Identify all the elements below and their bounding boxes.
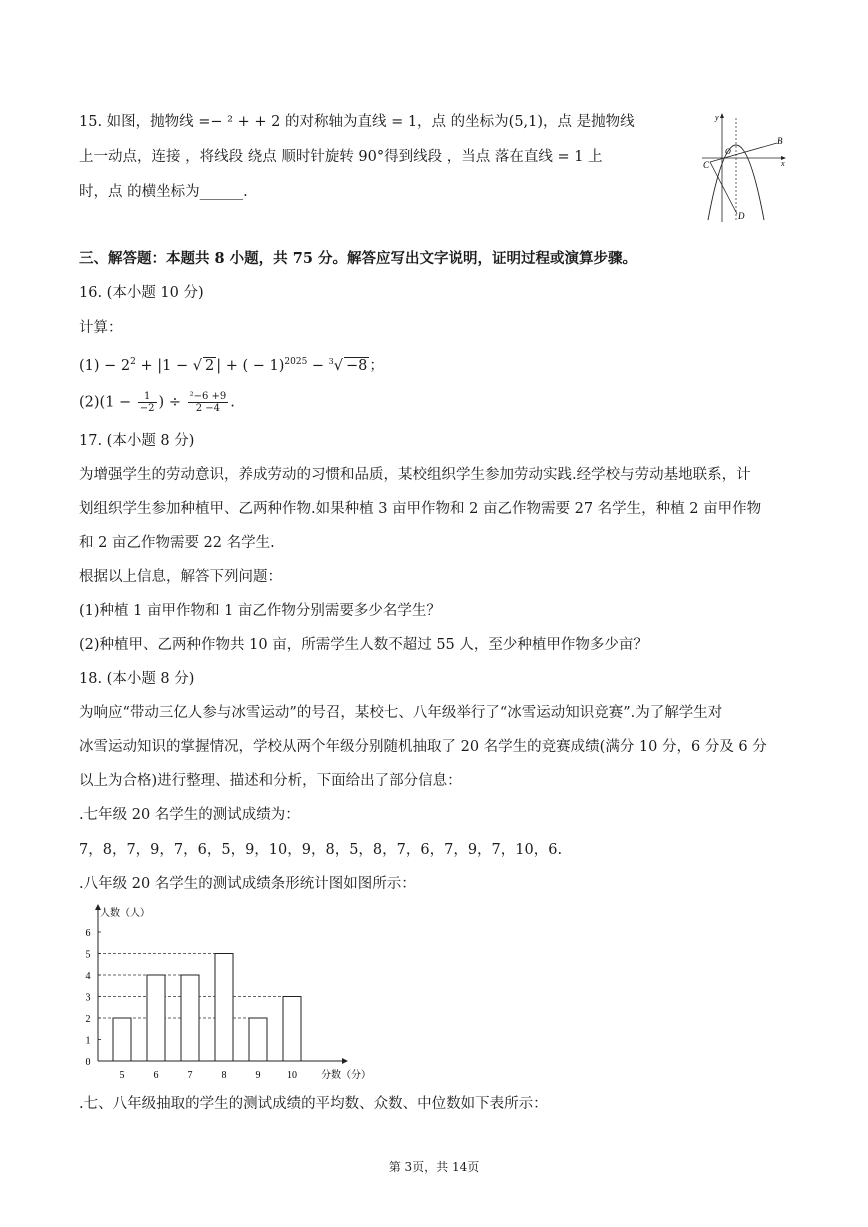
q18-scores: 7，8，7，9，7，6，5，9，10，9，8，5，8，7，6，7，9，7，10，6. <box>79 842 563 858</box>
y-tick-label: 0 <box>85 1057 91 1068</box>
section-3-title: 三、解答题：本题共 8 小题，共 75 分。解答应写出文字说明，证明过程或演算步骤。 <box>79 250 637 267</box>
q16-p1-root-index: 3 <box>328 357 334 366</box>
q16-p1-exp2: 2025 <box>284 357 308 367</box>
q17-line-2: 划组织学生参加种植甲、乙两种作物.如果种植 3 亩甲作物和 2 亩乙作物需要 27 名学生，种植 2 亩甲作物 <box>79 501 762 517</box>
q17-line-1: 为增强学生的劳动意识，养成劳动的习惯和品质，某校组织学生参加劳动实践.经学校与劳动基地联系，计 <box>79 467 751 483</box>
q16-p2-frac-2 <box>188 391 229 414</box>
x-axis-arrow <box>342 1058 348 1064</box>
label-d: D <box>738 211 745 221</box>
q16-p1-sqrt: 2 <box>204 357 215 374</box>
bar-8 <box>215 954 233 1062</box>
bar-7 <box>181 975 199 1061</box>
q18-info-b: .八年级 20 名学生的测试成绩条形统计图如图所示： <box>79 876 416 892</box>
q17-line-4: 根据以上信息，解答下列问题： <box>79 569 282 585</box>
page-footer: 第 3页，共 14页 <box>388 1160 480 1174</box>
q16-p2-text-b: ) ÷ <box>158 394 186 411</box>
frac-2-den: 2 −4 <box>195 403 221 414</box>
y-tick-label: 4 <box>85 971 91 982</box>
q16-intro: 计算： <box>79 320 123 336</box>
segment-cd <box>710 162 737 214</box>
bar-chart <box>78 902 378 1082</box>
q18-info-a: .七年级 20 名学生的测试成绩为： <box>79 807 300 823</box>
x-axis-label: 分数（分） <box>321 1070 371 1081</box>
q17-part-2: (2)种植甲、乙两种作物共 10 亩，所需学生人数不超过 55 人，至少种植甲作物多少亩？ <box>79 637 648 653</box>
y-tick-label: 2 <box>85 1014 91 1025</box>
label-x: x <box>781 159 785 168</box>
y-tick-label: 1 <box>85 1035 91 1047</box>
q17-line-3: 和 2 亩乙作物需要 22 名学生. <box>79 535 275 551</box>
q18-line-2: 冰雪运动知识的掌握情况，学校从两个年级分别随机抽取了 20 名学生的竞赛成绩(满分 10 分，6 分及 6 分 <box>79 739 767 755</box>
q17-part-1: (1)种植 1 亩甲作物和 1 亩乙作物分别需要多少名学生？ <box>79 603 441 619</box>
y-tick-label: 5 <box>85 949 91 961</box>
q16-p1-text-d: − <box>307 357 329 374</box>
frac-1-den: −2 <box>139 403 155 414</box>
bar-10 <box>283 997 301 1062</box>
q16-part-1: $(1) - 2^2 + |1$ − √ 2 | + ( − 1)$^{2025}$ − $^3$√ −8 ； <box>79 357 384 374</box>
q18-line-1: 为响应“带动三亿人参与冰雪运动”的号召，某校七、八年级举行了“冰雪运动知识竞赛”.为了解学生对 <box>79 705 723 721</box>
q16-title: 16. (本小题 10 分) <box>79 285 204 301</box>
bar-6 <box>147 975 165 1061</box>
q18-title: 18. (本小题 8 分) <box>79 671 195 687</box>
frac-1-num: 1 <box>138 391 157 403</box>
y-arrow <box>720 113 724 118</box>
q15-line-1: 15. 如图，抛物线 =− ² + + 2 的对称轴为直线 = 1，点 的坐标为(5,1)，点 是抛物线 <box>79 114 635 130</box>
x-tick-label: 10 <box>287 1070 297 1081</box>
x-tick-label: 8 <box>221 1070 227 1081</box>
q15-line-3: 时，点 的横坐标为______. <box>79 184 248 200</box>
label-y: y <box>715 113 719 122</box>
q18-line-3: 以上为合格)进行整理、描述和分析，下面给出了部分信息： <box>79 773 462 789</box>
y-tick-label: 6 <box>85 928 91 939</box>
label-o: O <box>725 147 731 156</box>
segment-cb <box>710 143 777 162</box>
q16-p2-text-c: . <box>230 394 235 411</box>
bar-9 <box>249 1018 267 1061</box>
q16-p1-cbrt: −8 <box>346 357 368 374</box>
q17-title: 17. (本小题 8 分) <box>79 433 195 449</box>
x-tick-label: 9 <box>255 1070 261 1081</box>
q16-p1-text-e: ； <box>369 357 384 374</box>
q16-p2-frac-1 <box>138 391 157 414</box>
q16-p1-text-c: | + ( − 1) <box>216 357 285 374</box>
q16-part-2 <box>79 391 235 414</box>
label-c: C <box>703 160 710 170</box>
q16-p1-text-b: + |1 − <box>135 357 193 374</box>
bar-5 <box>113 1018 131 1061</box>
q16-p2-text: (2)(1 − <box>79 394 136 411</box>
q16-p1-exp: 2 <box>130 357 136 367</box>
parabola-figure <box>697 110 792 225</box>
x-tick-label: 6 <box>153 1070 159 1081</box>
y-axis-label: 人数（人） <box>100 908 150 919</box>
q18-info-c: .七、八年级抽取的学生的测试成绩的平均数、众数、中位数如下表所示： <box>79 1096 548 1112</box>
label-b: B <box>777 136 783 146</box>
q16-p1-text: (1) − 2 <box>79 357 131 374</box>
frac-2-num: ²−6 +9 <box>189 391 227 402</box>
y-tick-label: 3 <box>85 992 91 1004</box>
x-tick-label: 7 <box>187 1070 193 1081</box>
q15-line-2: 上一动点，连接 ，将线段 绕点 顺时针旋转 90°得到线段 ，当点 落在直线 = 1 上 <box>79 149 603 165</box>
x-tick-label: 5 <box>119 1070 125 1081</box>
